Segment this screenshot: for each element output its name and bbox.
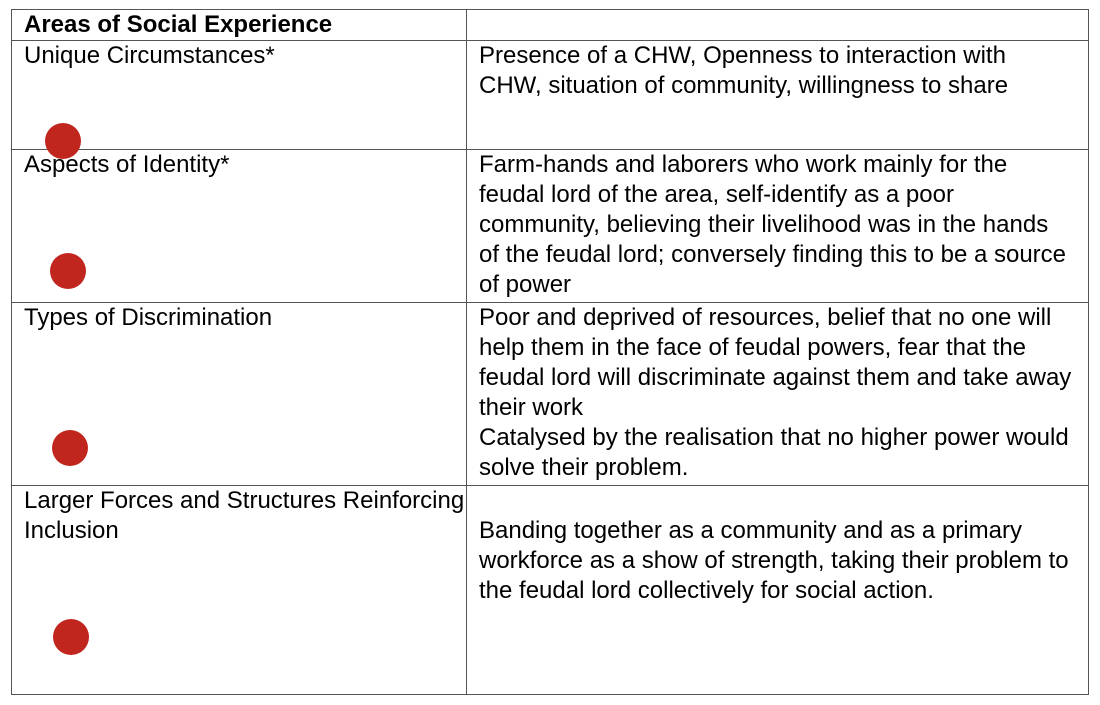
column-header-description bbox=[467, 10, 1089, 41]
area-label: Aspects of Identity* bbox=[24, 151, 230, 178]
column-header-areas: Areas of Social Experience bbox=[12, 10, 467, 41]
table-row bbox=[12, 150, 1089, 303]
area-label: Types of Discrimination bbox=[24, 304, 273, 331]
area-cell bbox=[12, 303, 467, 486]
red-dot-marker bbox=[53, 619, 89, 655]
table-row bbox=[12, 41, 1089, 150]
description-text: Farm-hands and laborers who work mainly for the feudal lord of the area, self-identify as a poor community, believing their livelihood was in the hands of the feudal lord; conversely finding this to be a source of power bbox=[479, 151, 1067, 298]
area-cell bbox=[12, 150, 467, 303]
description-cell bbox=[467, 150, 1089, 303]
social-experience-table bbox=[11, 9, 1089, 695]
description-text: Banding together as a community and as a primary workforce as a show of strength, taking their problem to the feudal lord collectively for social action. bbox=[479, 517, 1069, 604]
area-cell bbox=[12, 41, 467, 150]
area-label: Unique Circumstances* bbox=[24, 42, 275, 69]
red-dot-marker bbox=[52, 430, 88, 466]
description-cell bbox=[467, 41, 1089, 150]
area-cell bbox=[12, 486, 467, 695]
red-dot-marker bbox=[50, 253, 86, 289]
description-text: Presence of a CHW, Openness to interaction with CHW, situation of community, willingness to share bbox=[479, 42, 1009, 99]
table-row bbox=[12, 486, 1089, 695]
description-cell bbox=[467, 303, 1089, 486]
area-label: Larger Forces and Structures Reinforcing Inclusion bbox=[24, 487, 465, 544]
table-header-row bbox=[12, 10, 1089, 41]
description-cell bbox=[467, 486, 1089, 695]
description-text: Poor and deprived of resources, belief that no one will help them in the face of feudal powers, fear that the feudal lord will discriminate against them and take away their work Catalysed by the realisation that no higher power would solve their problem. bbox=[479, 304, 1072, 481]
table-row bbox=[12, 303, 1089, 486]
